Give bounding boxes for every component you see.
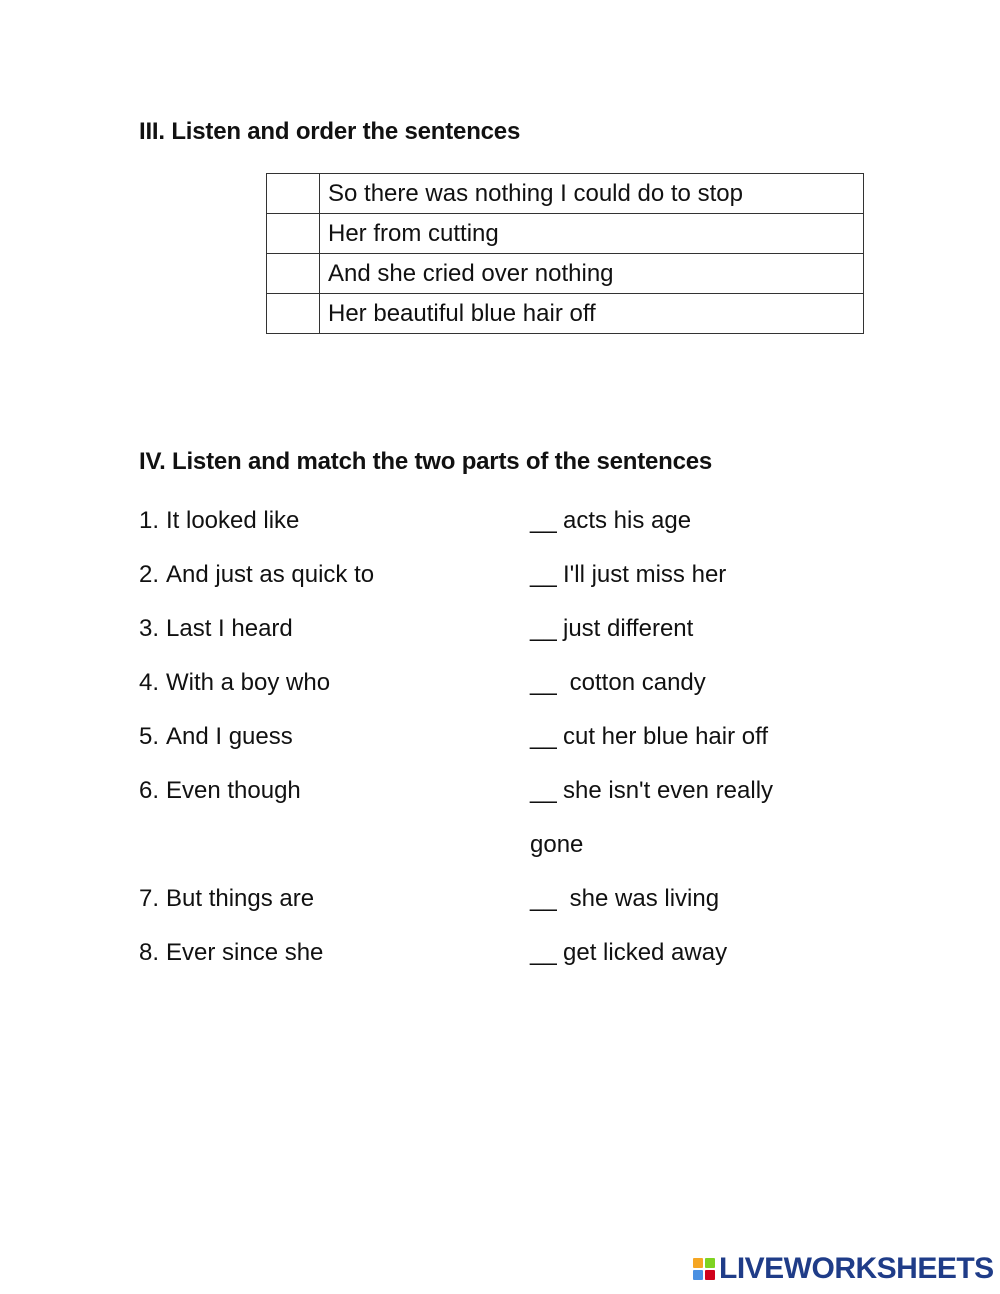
left-part: And I guess	[166, 723, 293, 750]
table-row	[267, 254, 864, 294]
answer-blank[interactable]: __	[530, 615, 557, 642]
right-part	[530, 494, 691, 548]
match-list	[139, 494, 859, 980]
left-part: Last I heard	[166, 615, 293, 642]
order-number-input[interactable]	[267, 216, 323, 253]
left-part: Even though	[166, 777, 301, 804]
answer-blank[interactable]: __	[530, 561, 557, 588]
item-number: 5.	[139, 723, 160, 750]
right-text: just different	[563, 615, 694, 642]
list-item	[139, 548, 859, 602]
right-text-continuation: gone	[530, 831, 584, 858]
item-number: 4.	[139, 669, 160, 696]
item-number: 2.	[139, 561, 160, 588]
order-number-cell[interactable]	[267, 214, 320, 254]
order-number-cell[interactable]	[267, 254, 320, 294]
right-part	[530, 548, 726, 602]
list-item	[139, 764, 859, 818]
answer-blank[interactable]: __	[530, 777, 557, 804]
section-3-title: III. Listen and order the sentences	[139, 118, 521, 145]
sentence-cell: So there was nothing I could do to stop	[320, 174, 864, 214]
order-number-input[interactable]	[267, 176, 323, 213]
left-part: Ever since she	[166, 939, 324, 966]
right-text: I'll just miss her	[563, 561, 727, 588]
left-part: And just as quick to	[166, 561, 375, 588]
left-part: It looked like	[166, 507, 300, 534]
sentence-cell: And she cried over nothing	[320, 254, 864, 294]
logo-text: LIVEWORKSHEETS	[719, 1252, 994, 1285]
order-number-input[interactable]	[267, 256, 323, 293]
left-part: With a boy who	[166, 669, 331, 696]
list-item	[139, 710, 859, 764]
item-number: 7.	[139, 885, 160, 912]
logo-square	[693, 1270, 703, 1280]
right-part	[530, 656, 706, 710]
list-item	[139, 602, 859, 656]
logo-square	[705, 1270, 715, 1280]
order-number-cell[interactable]	[267, 294, 320, 334]
right-text: cotton candy	[563, 669, 706, 696]
table-row	[267, 174, 864, 214]
right-part	[530, 764, 773, 818]
answer-blank[interactable]: __	[530, 669, 557, 696]
right-text: acts his age	[563, 507, 692, 534]
order-number-cell[interactable]	[267, 174, 320, 214]
logo-square	[693, 1258, 703, 1268]
sentence-cell: Her from cutting	[320, 214, 864, 254]
right-text: get licked away	[563, 939, 728, 966]
order-number-input[interactable]	[267, 296, 323, 333]
sentence-cell: Her beautiful blue hair off	[320, 294, 864, 334]
answer-blank[interactable]: __	[530, 507, 557, 534]
right-part	[530, 602, 693, 656]
table-row	[267, 294, 864, 334]
right-part	[530, 710, 768, 764]
list-item	[139, 872, 859, 926]
answer-blank[interactable]: __	[530, 939, 557, 966]
section-4-title: IV. Listen and match the two parts of the sentences	[139, 448, 713, 475]
liveworksheets-logo	[693, 1253, 994, 1285]
answer-blank[interactable]: __	[530, 885, 557, 912]
liveworksheets-logo-icon	[693, 1258, 715, 1280]
list-item	[139, 494, 859, 548]
table-row	[267, 214, 864, 254]
list-item	[139, 926, 859, 980]
logo-square	[705, 1258, 715, 1268]
right-text: she isn't even really	[563, 777, 774, 804]
right-text: she was living	[563, 885, 720, 912]
left-part: But things are	[166, 885, 315, 912]
list-item-continuation	[139, 818, 859, 872]
order-table	[266, 173, 864, 334]
right-part	[530, 872, 719, 926]
item-number: 8.	[139, 939, 160, 966]
answer-blank[interactable]: __	[530, 723, 557, 750]
item-number: 3.	[139, 615, 160, 642]
right-part	[530, 926, 727, 980]
item-number: 6.	[139, 777, 160, 804]
right-text: cut her blue hair off	[563, 723, 769, 750]
item-number: 1.	[139, 507, 160, 534]
list-item	[139, 656, 859, 710]
